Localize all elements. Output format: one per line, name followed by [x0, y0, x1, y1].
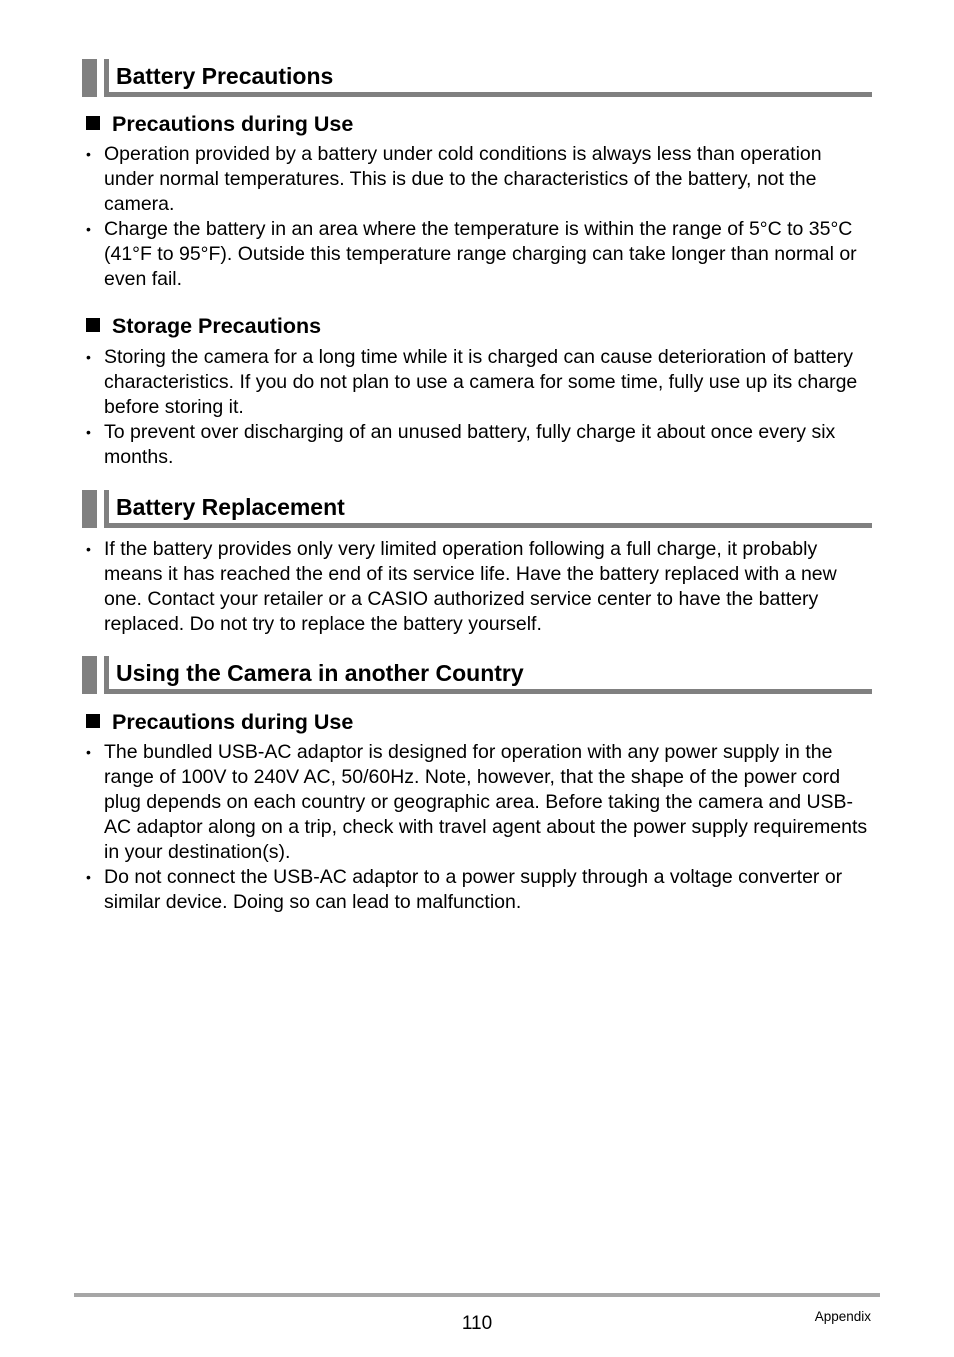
list-item-text: Storing the camera for a long time while it is charged can cause deterioration of battery characteristics. If you do not plan to use a camera for some time, fully use up its charge before storing it.	[104, 346, 858, 418]
section-title: Using the Camera in another Country	[116, 660, 524, 686]
header-underline	[104, 92, 872, 97]
section-header-battery-precautions	[82, 59, 872, 97]
section-header-using-camera-another-country	[82, 656, 872, 694]
bullet-list	[86, 345, 872, 470]
footer-rule	[74, 1293, 880, 1297]
section-header-battery-replacement	[82, 490, 872, 528]
black-square-icon	[86, 318, 100, 332]
bullet-dot-icon: •	[86, 146, 91, 162]
bullet-dot-icon: •	[86, 349, 91, 365]
bullet-dot-icon: •	[86, 221, 91, 237]
list-item-text: Do not connect the USB-AC adaptor to a power supply through a voltage converter or similar device. Doing so can lead to malfunction.	[104, 866, 843, 913]
subheading-storage-precautions	[86, 313, 321, 339]
list-item	[86, 420, 872, 470]
subheading-precautions-during-use	[86, 709, 353, 735]
list-item	[86, 345, 872, 420]
header-bar-thick	[82, 656, 97, 694]
header-bar-thick	[82, 490, 97, 528]
list-item	[86, 142, 872, 217]
list-item	[86, 217, 872, 292]
subheading-text: Precautions during Use	[112, 112, 354, 136]
bullet-list	[86, 740, 872, 915]
bullet-list	[86, 537, 872, 637]
list-item-text: To prevent over discharging of an unused battery, fully charge it about once every six months.	[104, 421, 836, 468]
bullet-list	[86, 142, 872, 292]
list-item-text: Charge the battery in an area where the temperature is within the range of 5°C to 35°C (41°F to 95°F). Outside this temperature range charging can take longer than normal or even fail.	[104, 218, 857, 290]
header-underline	[104, 523, 872, 528]
subheading-text: Precautions during Use	[112, 710, 354, 734]
black-square-icon	[86, 116, 100, 130]
list-item	[86, 740, 872, 865]
header-bar-thick	[82, 59, 97, 97]
header-underline	[104, 689, 872, 694]
footer-section-label: Appendix	[814, 1309, 871, 1324]
section-title: Battery Precautions	[116, 63, 334, 89]
list-item	[86, 865, 872, 915]
subheading-precautions-during-use	[86, 111, 353, 137]
bullet-dot-icon: •	[86, 541, 91, 557]
list-item-text: Operation provided by a battery under cold conditions is always less than operation under normal temperatures. This is due to the characteristics of the battery, not the camera.	[104, 143, 822, 215]
list-item-text: The bundled USB-AC adaptor is designed for operation with any power supply in the range of 100V to 240V AC, 50/60Hz. Note, however, that the shape of the power cord plug depends on each country or geographic area. Before taking the camera and USB-AC adaptor along on a trip, check with travel agent about the power supply requirements in your destination(s).	[104, 741, 868, 863]
section-title: Battery Replacement	[116, 494, 345, 520]
bullet-dot-icon: •	[86, 869, 91, 885]
subheading-text: Storage Precautions	[112, 314, 322, 338]
bullet-dot-icon: •	[86, 424, 91, 440]
list-item	[86, 537, 872, 637]
black-square-icon	[86, 714, 100, 728]
page-number: 110	[461, 1313, 493, 1334]
list-item-text: If the battery provides only very limited operation following a full charge, it probably means it has reached the end of its service life. Have the battery replaced with a new one. Contact your retailer or a CASIO authorized service center to have the battery replaced. Do not try to replace the battery yourself.	[104, 538, 837, 635]
bullet-dot-icon: •	[86, 744, 91, 760]
